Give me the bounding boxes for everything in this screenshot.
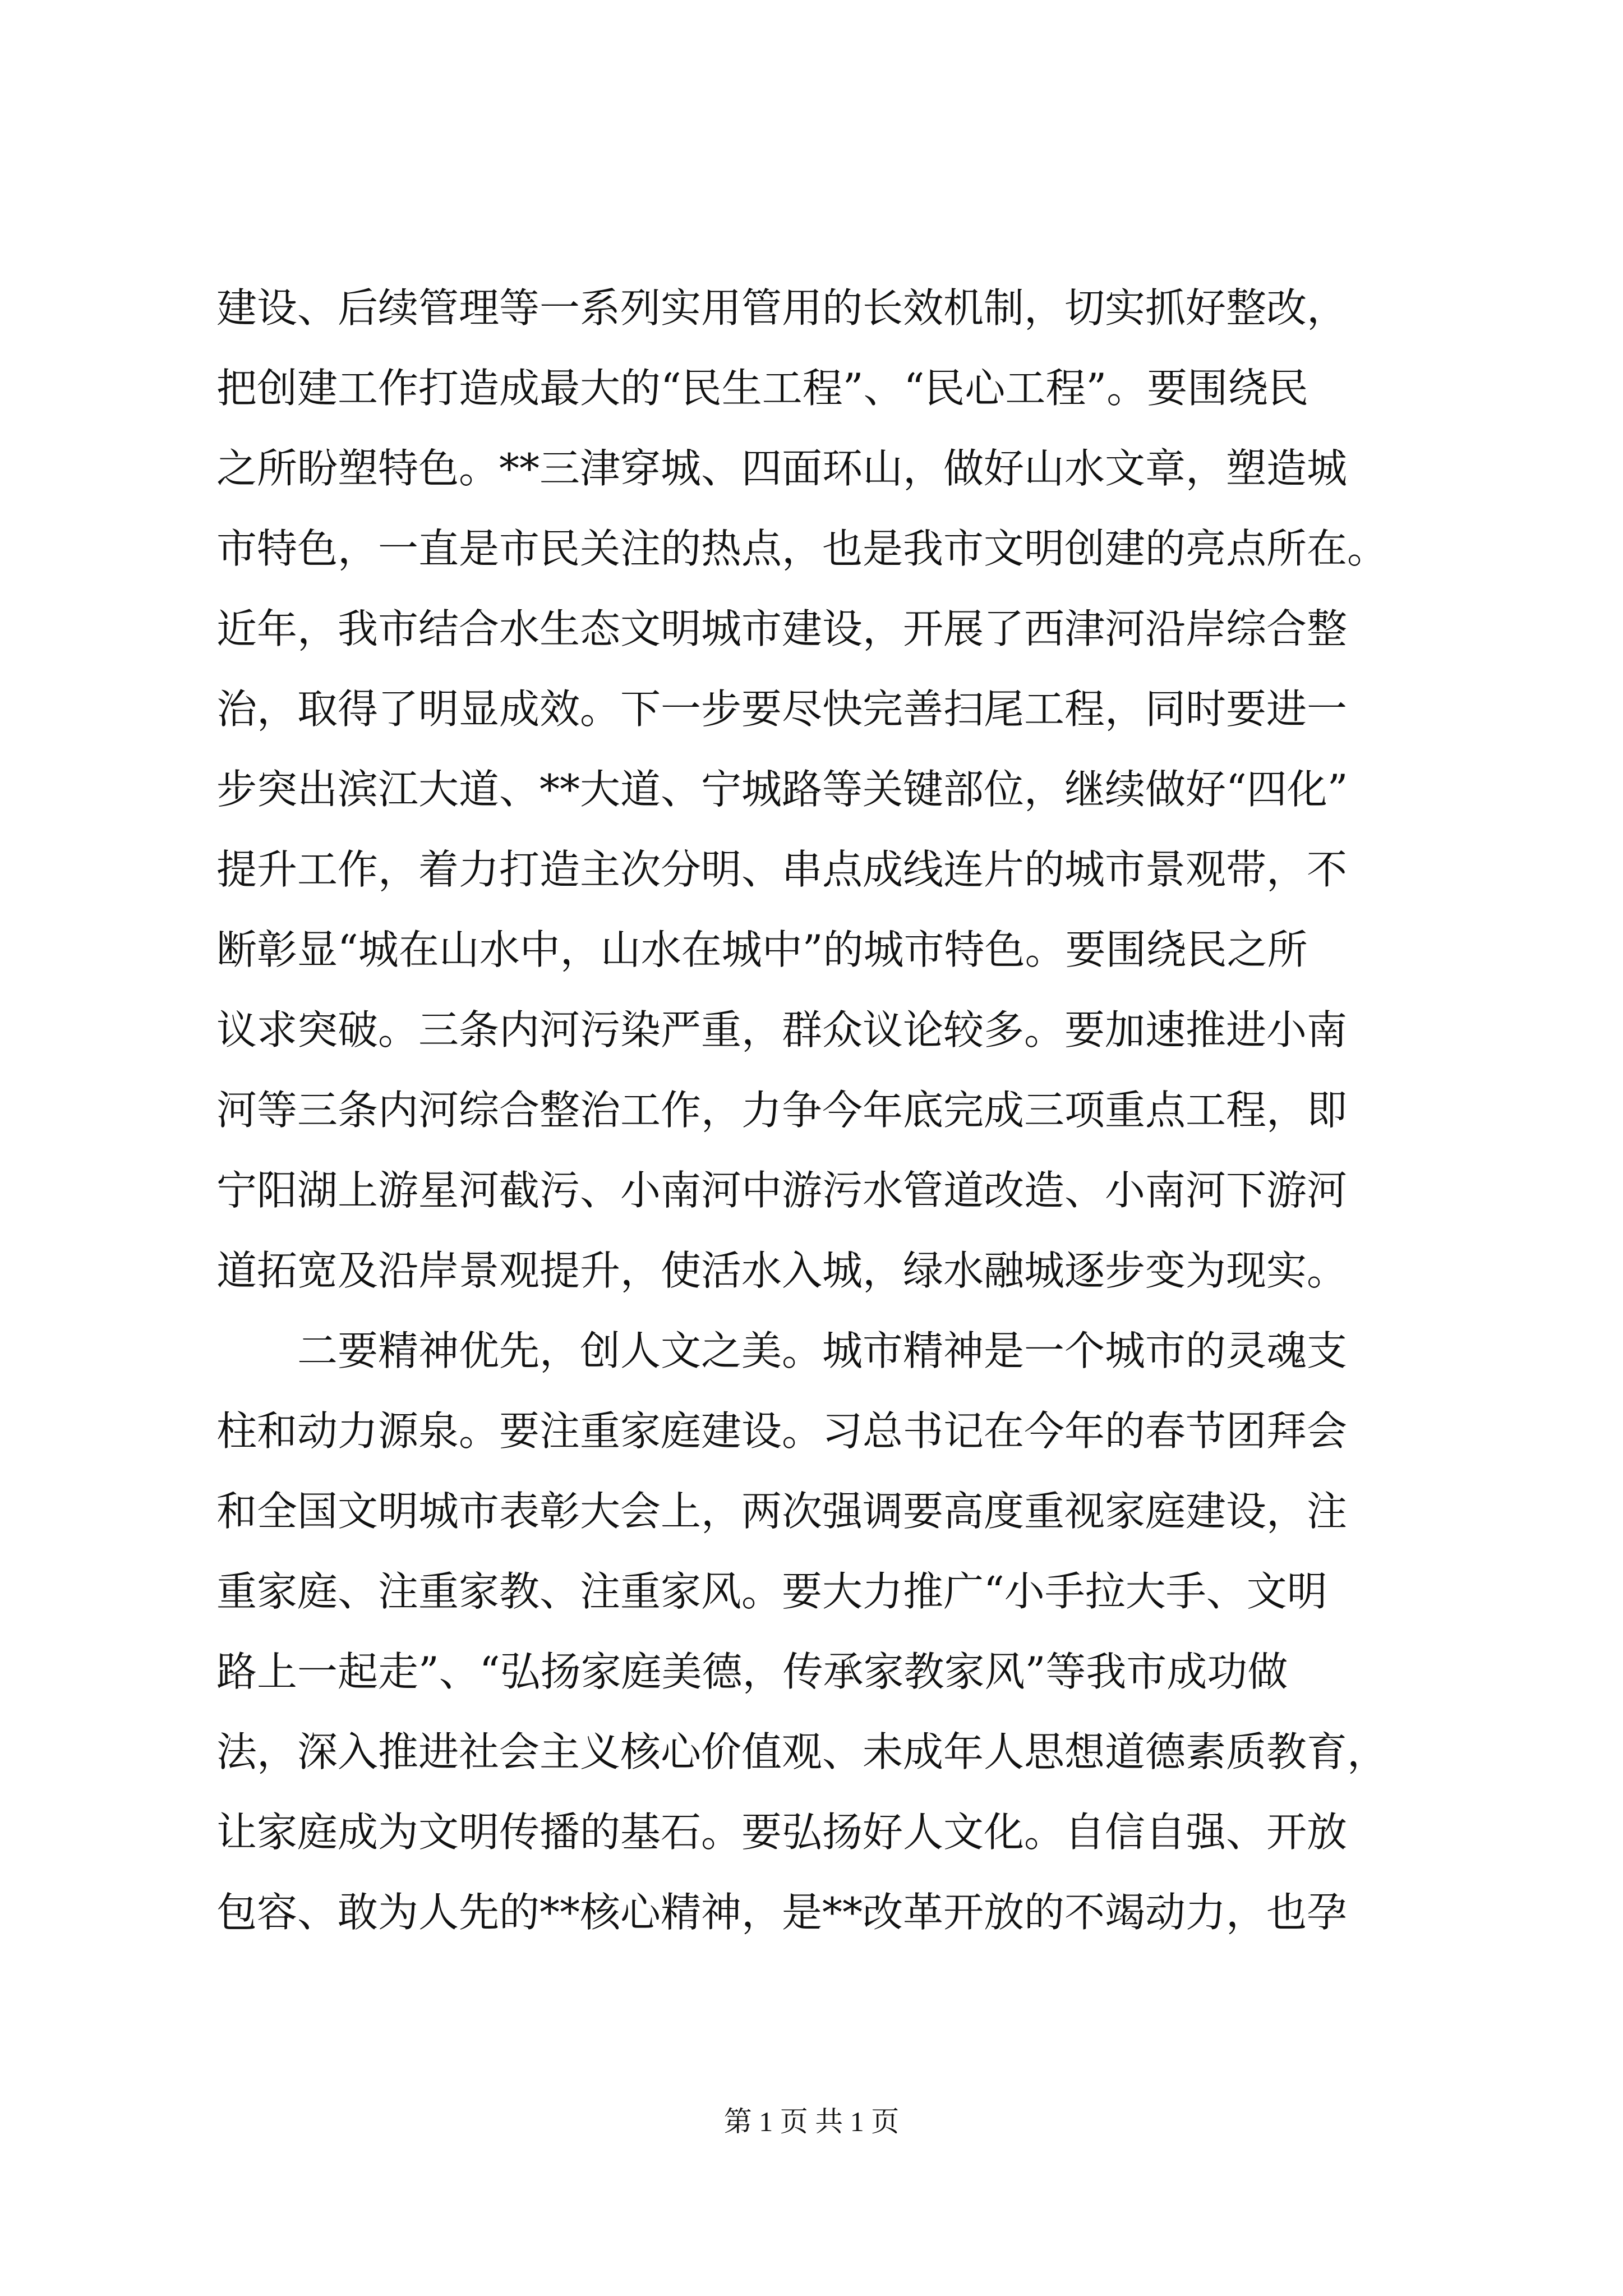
text-line: 市特色，一直是市民关注的热点，也是我市文明创建的亮点所在。 <box>216 525 1388 572</box>
text-line: 法，深入推进社会主义核心价值观、未成年人思想道德素质教育， <box>216 1728 1388 1775</box>
text-line: 宁阳湖上游星河截污、小南河中游污水管道改造、小南河下游河 <box>216 1167 1348 1214</box>
text-line: 近年，我市结合水生态文明城市建设，开展了西津河沿岸综合整 <box>216 605 1348 652</box>
text-line: 河等三条内河综合整治工作，力争今年底完成三项重点工程，即 <box>216 1087 1348 1134</box>
paragraph-start-line: 二要精神优先，创人文之美。城市精神是一个城市的灵魂支 <box>216 1327 1348 1374</box>
text-line: 把创建工作打造成最大的“民生工程”、“民心工程”。要围绕民 <box>216 365 1309 412</box>
text-line: 议求突破。三条内河污染严重，群众议论较多。要加速推进小南 <box>216 1006 1348 1053</box>
body-text <box>216 268 1415 1953</box>
text-line: 建设、后续管理等一系列实用管用的长效机制，切实抓好整改， <box>216 284 1348 332</box>
text-line: 让家庭成为文明传播的基石。要弘扬好人文化。自信自强、开放 <box>216 1809 1348 1856</box>
page-number-footer: 第 1 页 共 1 页 <box>723 2106 900 2137</box>
text-line: 重家庭、注重家教、注重家风。要大力推广“小手拉大手、文明 <box>216 1568 1327 1615</box>
text-line: 道拓宽及沿岸景观提升，使活水入城，绿水融城逐步变为现实。 <box>216 1247 1348 1294</box>
text-line: 路上一起走”、“弘扬家庭美德，传承家教家风”等我市成功做 <box>216 1648 1288 1695</box>
text-line: 之所盼塑特色。**三津穿城、四面环山，做好山水文章，塑造城 <box>216 445 1348 492</box>
text-line: 柱和动力源泉。要注重家庭建设。习总书记在今年的春节团拜会 <box>216 1407 1348 1455</box>
text-line: 包容、敢为人先的**核心精神，是**改革开放的不竭动力，也孕 <box>216 1889 1348 1936</box>
text-line: 治，取得了明显成效。下一步要尽快完善扫尾工程，同时要进一 <box>216 685 1348 733</box>
text-line: 步突出滨江大道、**大道、宁城路等关键部位，继续做好“四化” <box>216 766 1348 813</box>
text-line: 提升工作，着力打造主次分明、串点成线连片的城市景观带，不 <box>216 846 1348 893</box>
text-line: 和全国文明城市表彰大会上，两次强调要高度重视家庭建设，注 <box>216 1488 1348 1535</box>
text-line: 断彰显“城在山水中，山水在城中”的城市特色。要围绕民之所 <box>216 926 1308 973</box>
